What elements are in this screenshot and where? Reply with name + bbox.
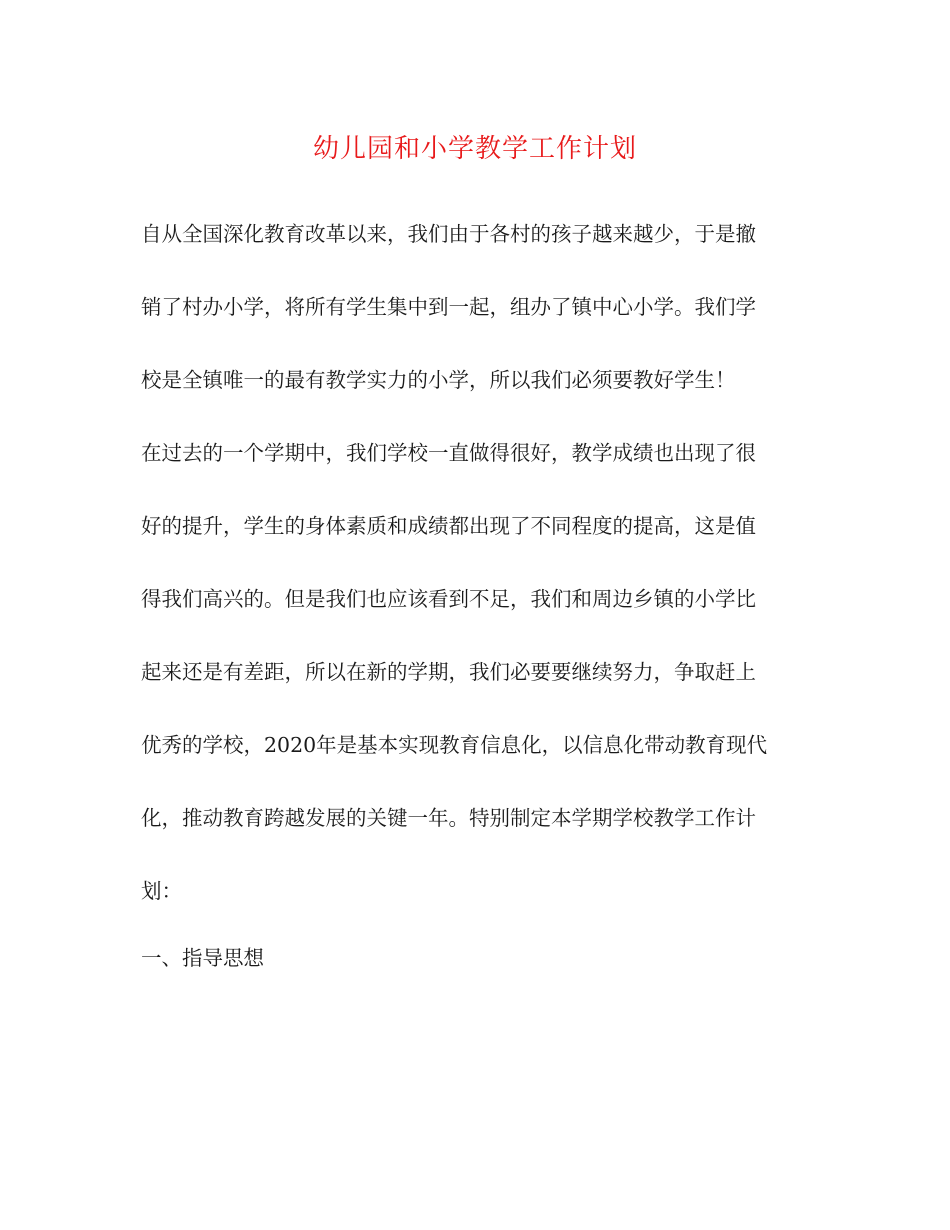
body-line: 起来还是有差距，所以在新的学期，我们必要要继续努力，争取赶上	[141, 660, 756, 684]
section-heading: 一、指导思想	[141, 946, 264, 970]
body-line: 得我们高兴的。但是我们也应该看到不足，我们和周边乡镇的小学比	[141, 587, 756, 611]
document-title: 幼儿园和小学教学工作计划	[312, 134, 637, 164]
body-line: 校是全镇唯一的最有教学实力的小学，所以我们必须要教好学生！	[141, 368, 736, 392]
body-line: 销了村办小学，将所有学生集中到一起，组办了镇中心小学。我们学	[141, 295, 756, 319]
body-line: 在过去的一个学期中，我们学校一直做得很好，教学成绩也出现了很	[141, 441, 756, 465]
body-line: 划：	[141, 879, 182, 903]
body-line: 化，推动教育跨越发展的关键一年。特别制定本学期学校教学工作计	[141, 806, 756, 830]
body-line: 好的提升，学生的身体素质和成绩都出现了不同程度的提高，这是值	[141, 514, 756, 538]
body-line: 自从全国深化教育改革以来，我们由于各村的孩子越来越少，于是撤	[141, 222, 756, 246]
body-line: 优秀的学校，2020年是基本实现教育信息化，以信息化带动教育现代	[141, 733, 768, 757]
